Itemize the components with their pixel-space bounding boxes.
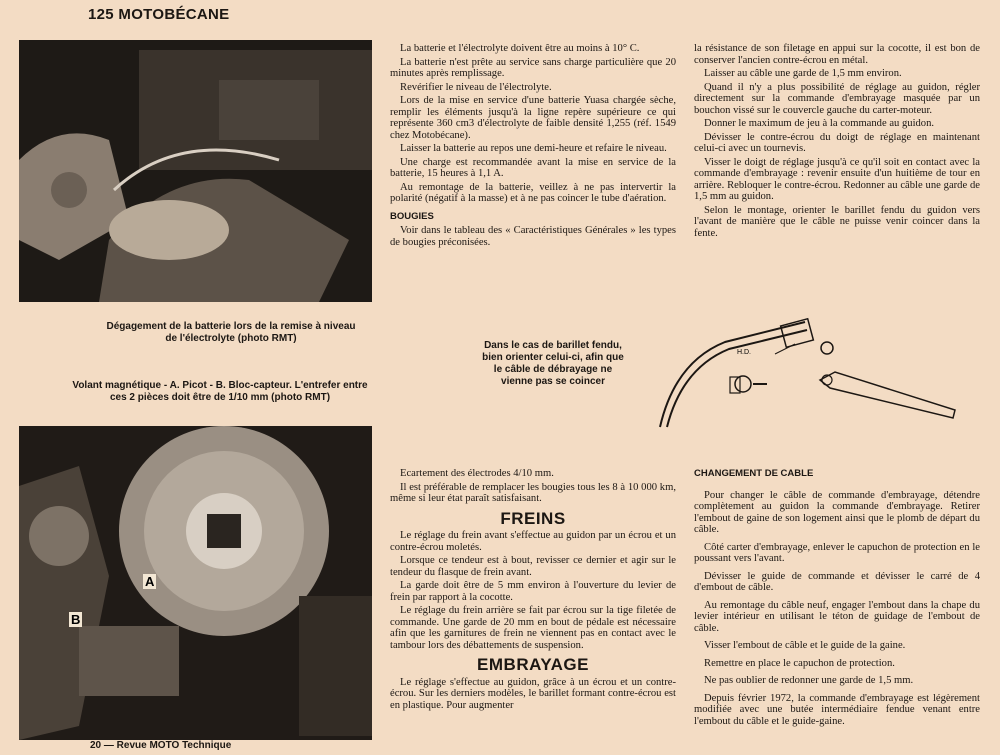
paragraph: Donner le maximum de jeu à la commande au guidon. bbox=[704, 118, 935, 129]
paragraph: Quand il n'y a plus possibilité de réglage au guidon, régler directement sur la commande d'embrayage masquée par un bouchon vissé sur le couvercle gauche du carter-moteur. bbox=[694, 81, 980, 116]
label-b: B bbox=[71, 612, 81, 627]
flywheel-photo-caption: Volant magnétique - A. Picot - B. Bloc-capteur. L'entrefer entre ces 2 pièces doit être de 1/10 mm (photo RMT) bbox=[72, 380, 368, 403]
paragraph: Lors de la mise en service d'une batterie Yuasa chargée sèche, remplir les éléments jusqu'à la ligne repère supérieure ce qui représente 360 cm3 d'électrolyte de faible densité 1,255 (réf. 1549 chez Motobécane). bbox=[390, 95, 676, 141]
battery-photo bbox=[19, 40, 372, 302]
paragraph: Dévisser le contre-écrou du doigt de réglage en maintenant celui-ci avec un tournevis. bbox=[694, 131, 980, 154]
section-heading-changement-de-cable: CHANGEMENT DE CABLE bbox=[694, 468, 814, 479]
battery-photo-caption: Dégagement de la batterie lors de la remise à niveau de l'électrolyte (photo RMT) bbox=[106, 321, 356, 344]
paragraph: Visser le doigt de réglage jusqu'à ce qu'il soit en contact avec la commande d'embrayage : revenir ensuite d'un huitième de tour en arrière. Rebloquer le contre-écrou. Redonner au câble une garde de 1,5 mm au guidon. bbox=[694, 156, 980, 202]
paragraph: Une charge est recommandée avant la mise en service de la batterie, 15 heures à 1,1 A. bbox=[390, 156, 676, 179]
column-middle-top bbox=[390, 43, 676, 250]
column-right-top bbox=[694, 43, 980, 241]
paragraph: La batterie et l'électrolyte doivent être au moins à 10° C. bbox=[400, 43, 640, 54]
column-middle-bottom bbox=[390, 468, 676, 713]
paragraph: Depuis février 1972, la commande d'embrayage est légèrement modifiée avec une butée intermédiaire fendue venant entre l'embout du câble et le guide-gaine. bbox=[694, 692, 980, 727]
paragraph: Laisser au câble une garde de 1,5 mm environ. bbox=[704, 68, 902, 79]
paragraph: Voir dans le tableau des « Caractéristiques Générales » les types de bougies préconisées. bbox=[390, 225, 676, 248]
label-a: A bbox=[145, 574, 155, 589]
paragraph: Côté carter d'embrayage, enlever le capuchon de protection en le poussant vers l'avant. bbox=[694, 541, 980, 564]
section-heading-freins: FREINS bbox=[500, 508, 566, 528]
paragraph: Le réglage s'effectue au guidon, grâce à un écrou et un contre-écrou. Sur les derniers modèles, le barillet formant contre-écrou est en plastique. Pour augmenter bbox=[390, 676, 676, 711]
paragraph: Au remontage de la batterie, veillez à ne pas intervertir la polarité (négatif à la masse) et à ne pas coincer le tube d'aération. bbox=[390, 181, 676, 204]
paragraph: Visser l'embout de câble et le guide de la gaine. bbox=[704, 640, 906, 651]
paragraph: Lorsque ce tendeur est à bout, revisser ce dernier et agir sur le tendeur du flasque de frein avant. bbox=[390, 555, 676, 578]
paragraph: Dévisser le guide de commande et dévisser le carré de 4 d'embout de câble. bbox=[694, 570, 980, 593]
flywheel-photo bbox=[19, 426, 372, 740]
paragraph: Il est préférable de remplacer les bougies tous les 8 à 10 000 km, même si leur état paraît satisfaisant. bbox=[390, 481, 676, 504]
paragraph: la résistance de son filetage en appui sur la cocotte, il est bon de conserver l'ancien contre-écrou en métal. bbox=[694, 43, 980, 66]
paragraph: Laisser la batterie au repos une demi-heure et refaire le niveau. bbox=[400, 143, 667, 154]
section-heading-bougies: BOUGIES bbox=[390, 210, 434, 222]
paragraph: Revérifier le niveau de l'électrolyte. bbox=[400, 81, 552, 93]
paragraph: Le réglage du frein arrière se fait par écrou sur la tige filetée de commande. Une garde de 20 mm en bout de pédale est nécessaire afin que les garnitures de frein ne viennent pas en contact avec le tambour lors des débattements de suspension. bbox=[390, 605, 676, 651]
page-header: 125 MOTOBÉCANE bbox=[88, 6, 230, 23]
cable-diagram bbox=[655, 292, 965, 437]
paragraph: La garde doit être de 5 mm environ à l'ouverture du levier de frein par rapport à la cocotte. bbox=[390, 580, 676, 603]
paragraph: Au remontage du câble neuf, engager l'embout dans la chape du levier intérieur en utilisant le téton de guidage de l'embout de câble. bbox=[694, 599, 980, 634]
cable-diagram-caption: Dans le cas de barillet fendu, bien orienter celui-ci, afin que le câble de débrayage ne vienne pas se coincer bbox=[482, 340, 624, 387]
diagram-label: H.D. bbox=[737, 349, 751, 356]
paragraph: Remettre en place le capuchon de protection. bbox=[704, 657, 895, 669]
paragraph: Pour changer le câble de commande d'embrayage, détendre complètement au guidon la commande d'embrayage. Retirer l'embout de gaine de son logement ainsi que le plomb de départ du câble. bbox=[694, 489, 980, 535]
paragraph: Selon le montage, orienter le barillet fendu du guidon vers l'avant de manière que le câble ne puisse venir coincer dans la fente. bbox=[694, 204, 980, 239]
section-heading-embrayage: EMBRAYAGE bbox=[477, 655, 589, 674]
page-footer: 20 — Revue MOTO Technique bbox=[90, 740, 232, 751]
column-right-bottom bbox=[694, 468, 980, 729]
paragraph: Le réglage du frein avant s'effectue au guidon par un écrou et un contre-écrou moletés. bbox=[390, 530, 676, 553]
paragraph: Ne pas oublier de redonner une garde de 1,5 mm. bbox=[704, 675, 914, 686]
paragraph: La batterie n'est prête au service sans charge particulière que 20 minutes après remplissage. bbox=[390, 56, 676, 79]
paragraph: Ecartement des électrodes 4/10 mm. bbox=[400, 468, 554, 479]
